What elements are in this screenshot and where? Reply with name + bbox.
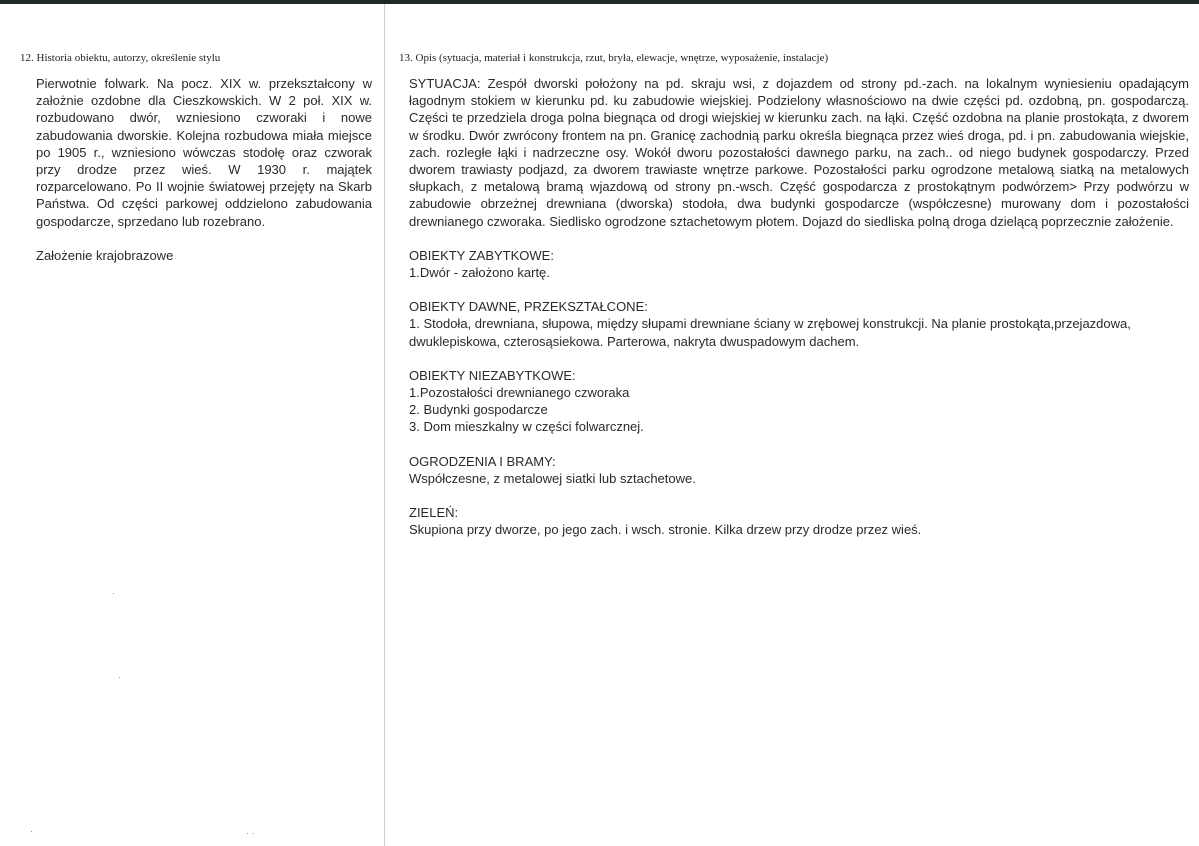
- scan-speck: ·: [30, 826, 33, 836]
- scan-top-edge: [0, 0, 1199, 4]
- group-ogrodzenia: [409, 453, 1189, 487]
- situacja-paragraph: SYTUACJA: Zespół dworski położony na pd. skraju wsi, z dojazdem od strony pd.-zach. na lokalnym wyniesieniu opadającym łagodnym stokiem w kierunku pd. ku zabudowie wiejskiej. Podzielony własnościowo na dwie części pd. ozdobną, pn. gospodarczą. Części te przedziela droga polna biegnąca od drogi wiejskiej w kierunku zach. na łąki. Część ozdobna na planie prostokąta, z dworem w środku. Dwór zwrócony frontem na pn. Granicę zachodnią parku określa biegnąca przez wieś droga, pd. i pn. zabudowania wiejskie, zach. rozległe łąki i nadrzeczne osy. Wokół dworu pozostałości dawnego parku, na zach.. od niego budynek gospodarczy. Przed dworem trawiasty podjazd, za dworem trawiaste wnętrze parkowe. Pozostałości parku ogrodzone metalową siatką na metalowych słupkach, z metalową bramą wjazdową od strony pn.-wsch. Część gospodarcza z prostokątnym podwórzem> Przy podwórzu w zabudowie obrzeżnej drewniana (dworska) stodoła, dwa budynki gospodarcze (współczesne) murowany dom i pozostałości drewnianego czworaka. Siedlisko ogrodzone sztachetowym płotem. Dojazd do siedliska polną droga dzielącą poprzecznie założenie.: [409, 76, 1189, 229]
- group-line: 2. Budynki gospodarcze: [409, 402, 548, 418]
- group-obiekty-niezabytkowe: [409, 367, 1189, 436]
- section-12-body: [20, 75, 372, 264]
- scan-speck: ·: [112, 588, 115, 598]
- section-12-header: 12. Historia obiektu, autorzy, określenie stylu: [20, 52, 221, 64]
- group-line: Współczesne, z metalowej siatki lub sztachetowe.: [409, 470, 696, 486]
- group-heading: ZIELEŃ:: [409, 505, 459, 521]
- scan-speck: ·: [118, 672, 121, 682]
- group-line: 3. Dom mieszkalny w części folwarcznej.: [409, 419, 644, 435]
- scan-speck: · ·: [246, 828, 255, 838]
- group-heading: OBIEKTY ZABYTKOWE:: [409, 247, 554, 263]
- group-heading: OBIEKTY DAWNE, PRZEKSZTAŁCONE:: [409, 299, 648, 315]
- column-divider: [384, 4, 385, 846]
- group-line: 1. Stodoła, drewniana, słupowa, między słupami drewniane ściany w zrębowej konstrukcji. Na planie prostokąta,przejazdowa, dwuklepiskowa, czterosąsiekowa. Parterowa, nakryta dwuspadowym dachem.: [409, 316, 1131, 349]
- group-line: 1.Dwór - założono kartę.: [409, 265, 550, 281]
- section-13-header: 13. Opis (sytuacja, materiał i konstrukcja, rzut, bryła, elewacje, wnętrze, wyposażenie, instalacje): [399, 52, 829, 64]
- group-line: 1.Pozostałości drewnianego czworaka: [409, 385, 630, 401]
- group-obiekty-dawne: [409, 298, 1189, 350]
- history-paragraph: Pierwotnie folwark. Na pocz. XIX w. przekształcony w założnie ozdobne dla Cieszkowskich. W 2 poł. XIX w. rozbudowano dwór, wzniesiono czworaki i nowe zabudowania dworskie. Kolejna rozbudowa miała miejsce po 1905 r., wzniesiono wówczas stodołę oraz czworak przy drodze przez wieś. W 1930 r. majątek rozparcelowano. Po II wojnie światowej przejęty na Skarb Państwa. Od części parkowej oddzielono zabudowania gospodarcze, sprzedano lub rozebrano.: [36, 76, 372, 229]
- group-zielen: [409, 504, 1189, 538]
- style-paragraph: Założenie krajobrazowe: [36, 247, 174, 263]
- group-heading: OGRODZENIA I BRAMY:: [409, 453, 556, 469]
- section-12-history: [20, 52, 372, 264]
- group-line: Skupiona przy dworze, po jego zach. i wsch. stronie. Kilka drzew przy drodze przez wieś.: [409, 522, 922, 538]
- section-13-body: [399, 75, 1189, 538]
- group-heading: OBIEKTY NIEZABYTKOWE:: [409, 367, 576, 383]
- group-obiekty-zabytkowe: [409, 247, 1189, 281]
- section-13-description: [399, 52, 1189, 538]
